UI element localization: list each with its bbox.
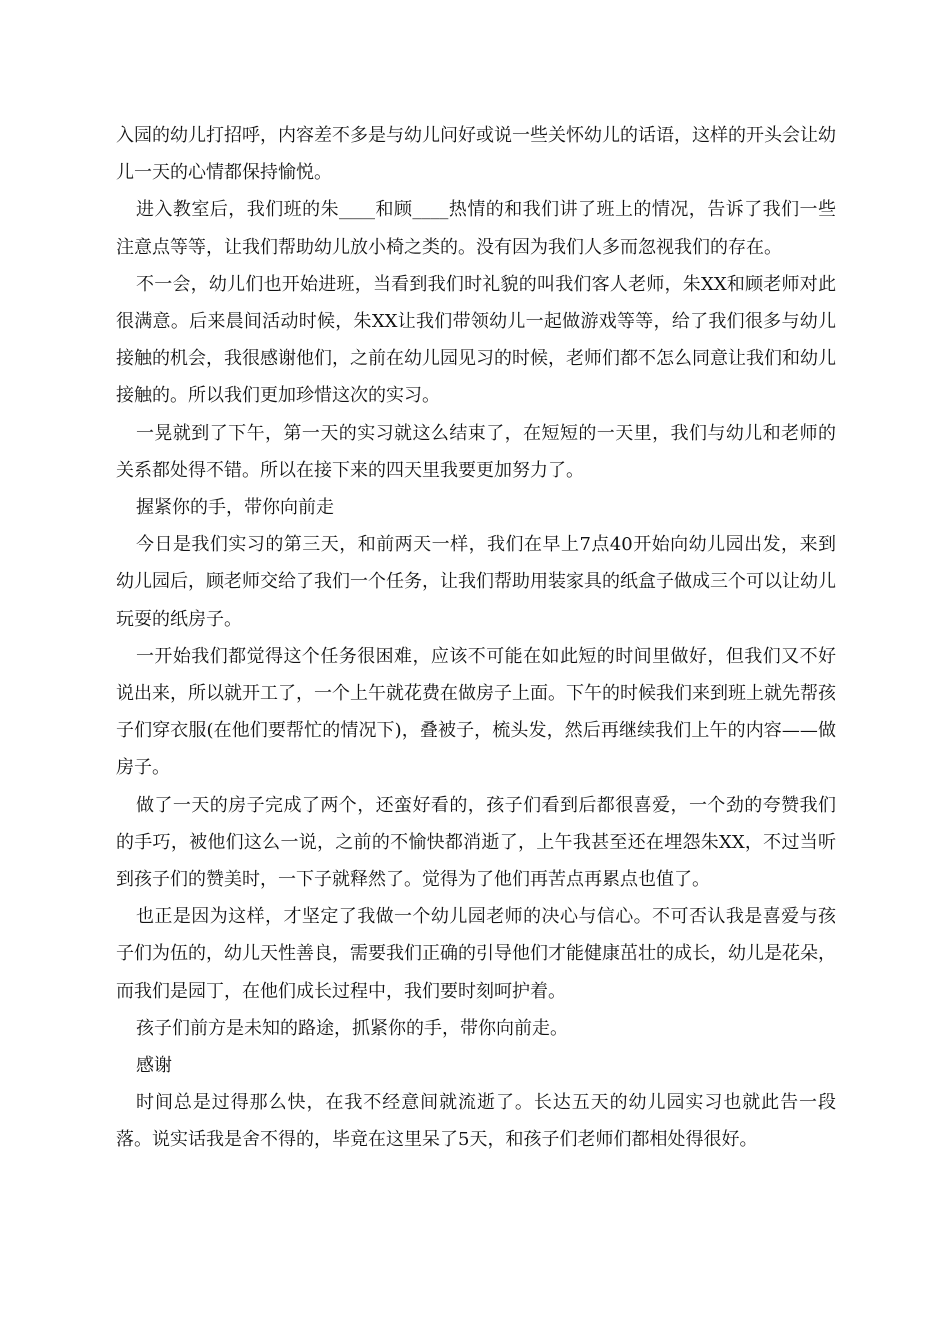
paragraph-12: 时间总是过得那么快，在我不经意间就流逝了。长达五天的幼儿园实习也就此告一段落。说实话我是舍不得的，毕竟在这里呆了5天，和孩子们老师们都相处得很好。 xyxy=(116,1092,836,1151)
paragraph-3: 不一会，幼儿们也开始进班，当看到我们时礼貌的叫我们客人老师，朱XX和顾老师对此很满意。后来晨间活动时候，朱XX让我们带领幼儿一起做游戏等等，给了我们很多与幼儿接触的机会，我很感谢他们，之前在幼儿园见习的时候，老师们都不怎么同意让我们和幼儿接触的。所以我们更加珍惜这次的实习。 xyxy=(116,273,836,407)
paragraph-4: 一晃就到了下午，第一天的实习就这么结束了，在短短的一天里，我们与幼儿和老师的关系都处得不错。所以在接下来的四天里我要更加努力了。 xyxy=(116,422,836,481)
paragraph-9: 也正是因为这样，才坚定了我做一个幼儿园老师的决心与信心。不可否认我是喜爱与孩子们为伍的，幼儿天性善良，需要我们正确的引导他们才能健康茁壮的成长，幼儿是花朵，而我们是园丁，在他们成长过程中，我们要时刻呵护着。 xyxy=(116,906,836,1002)
paragraph-10: 孩子们前方是未知的路途，抓紧你的手，带你向前走。 xyxy=(136,1017,568,1039)
paragraph-6: 今日是我们实习的第三天，和前两天一样，我们在早上7点40开始向幼儿园出发，来到幼儿园后，顾老师交给了我们一个任务，让我们帮助用装家具的纸盒子做成三个可以让幼儿玩耍的纸房子。 xyxy=(116,534,836,630)
paragraph-8: 做了一天的房子完成了两个，还蛮好看的，孩子们看到后都很喜爱，一个劲的夸赞我们的手巧，被他们这么一说，之前的不愉快都消逝了，上午我甚至还在埋怨朱XX，不过当听到孩子们的赞美时，一下子就释然了。觉得为了他们再苦点再累点也值了。 xyxy=(116,794,836,891)
section-heading-hold-hand: 握紧你的手，带你向前走 xyxy=(136,497,334,519)
document-body xyxy=(116,117,836,1159)
paragraph-7: 一开始我们都觉得这个任务很困难，应该不可能在如此短的时间里做好，但我们又不好说出来，所以就开工了，一个上午就花费在做房子上面。下午的时候我们来到班上就先帮孩子们穿衣服(在他们要帮忙的情况下)，叠被子，梳头发，然后再继续我们上午的内容——做房子。 xyxy=(116,645,836,779)
paragraph-1: 入园的幼儿打招呼，内容差不多是与幼儿问好或说一些关怀幼儿的话语，这样的开头会让幼儿一天的心情都保持愉悦。 xyxy=(116,125,836,184)
section-heading-thanks: 感谢 xyxy=(136,1055,172,1077)
paragraph-2: 进入教室后，我们班的朱____和顾____热情的和我们讲了班上的情况，告诉了我们一些注意点等等，让我们帮助幼儿放小椅之类的。没有因为我们人多而忽视我们的存在。 xyxy=(116,199,836,258)
